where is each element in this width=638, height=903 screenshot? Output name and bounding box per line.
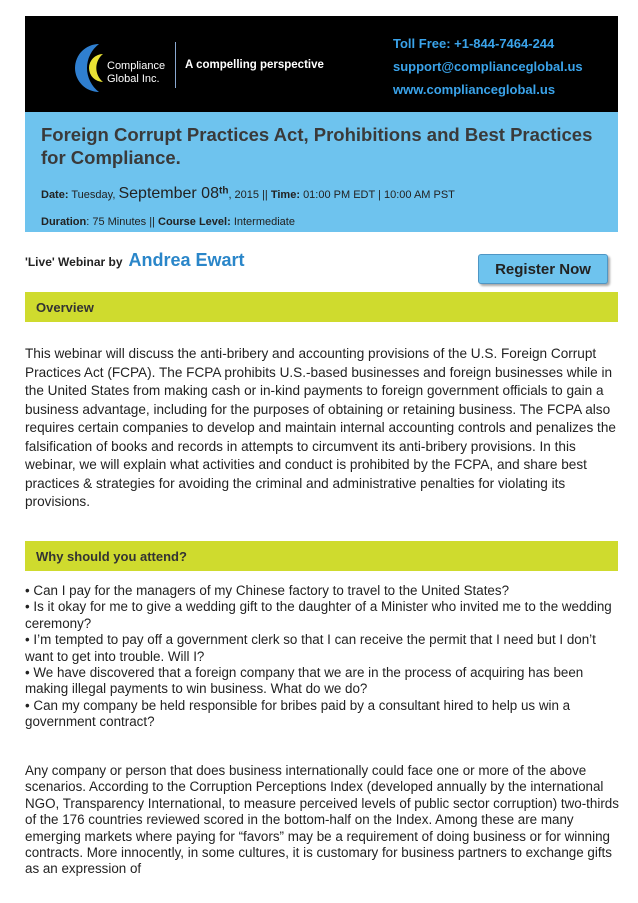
why-attend-heading-bar bbox=[25, 541, 618, 571]
why-attend-text: Any company or person that does business internationally could face one or more of the above scenarios. According to the Corruption Perceptions Index (developed annually by the international NGO, Transparency International, to measure perceived levels of public sector corruption) two-thirds of the 176 countries reviewed scored in the bottom-half on the Index. Among these are many emerging markets where paying for “favors” may be a requirement of doing business or for winning contracts. More innocently, in some cultures, it is customary for business partners to exchange gifts as an expression of bbox=[25, 763, 619, 877]
date-suffix: th bbox=[218, 185, 229, 197]
time-value: 01:00 PM EDT | 10:00 AM PST bbox=[303, 189, 455, 201]
why-attend-bullets bbox=[25, 583, 625, 731]
bullet-item: • Can I pay for the managers of my Chinese factory to travel to the United States? bbox=[25, 583, 510, 598]
duration-value: : 75 Minutes || bbox=[86, 216, 155, 228]
speaker-name: Andrea Ewart bbox=[128, 250, 245, 270]
bullet-item: • Can my company be held responsible for bribes paid by a consultant hired to help us win a government contract? bbox=[25, 697, 571, 730]
date-main: September 08 bbox=[118, 185, 219, 202]
company-name-line2: Global Inc. bbox=[107, 73, 160, 85]
tagline: A compelling perspective bbox=[185, 59, 324, 71]
event-title: Foreign Corrupt Practices Act, Prohibitions and Best Practices for Compliance. bbox=[41, 124, 593, 168]
date-year: , 2015 || bbox=[228, 189, 268, 201]
date-label: Date: bbox=[41, 189, 69, 201]
overview-text: This webinar will discuss the anti-bribery and accounting provisions of the U.S. Foreign Corrupt Practices Act (FCPA). The FCPA prohibits U.S.-based businesses and foreign businesses while in the United States from making cash or in-kind payments to foreign government officials to gain a business advantage, including for the purposes of obtaining or retaining business. The FCPA also requires certain companies to develop and maintain internal accounting controls and penalizes the falsification of books and records in attempts to circumvent its anti-bribery provisions. In this webinar, we will explain what activities and conduct is prohibited by the FCPA, and share best practices & strategies for avoiding the criminal and administrative penalties for violating its provisions. bbox=[25, 346, 616, 509]
website-link[interactable]: www.complianceglobal.us bbox=[393, 82, 556, 97]
company-name bbox=[107, 60, 165, 86]
support-email-link[interactable]: support@complianceglobal.us bbox=[393, 59, 583, 74]
register-now-button[interactable]: Register Now bbox=[478, 254, 608, 284]
overview-heading-bar bbox=[25, 292, 618, 322]
level-label: Course Level: bbox=[158, 216, 231, 228]
webinar-line bbox=[25, 250, 245, 271]
level-value: Intermediate bbox=[233, 216, 295, 228]
overview-heading: Overview bbox=[36, 300, 94, 315]
time-label: Time: bbox=[270, 189, 300, 201]
company-name-line1: Compliance bbox=[107, 60, 166, 72]
toll-free: Toll Free: +1-844-7464-244 bbox=[393, 36, 555, 51]
why-attend-heading: Why should you attend? bbox=[36, 549, 187, 564]
duration-label: Duration bbox=[41, 216, 87, 228]
header-divider bbox=[175, 42, 176, 88]
date-day: Tuesday, bbox=[71, 189, 116, 201]
webinar-prefix: 'Live' Webinar by bbox=[25, 255, 123, 269]
bullet-item: • I’m tempted to pay off a government clerk so that I can receive the permit that I need but I don’t want to get into trouble. Will I? bbox=[25, 632, 596, 664]
bullet-item: • Is it okay for me to give a wedding gift to the daughter of a Minister who invited me to the wedding ceremony? bbox=[25, 599, 612, 631]
event-date-line bbox=[41, 185, 455, 203]
header-banner bbox=[25, 16, 618, 112]
event-title-box bbox=[25, 112, 618, 232]
event-duration-line bbox=[41, 216, 295, 228]
bullet-item: • We have discovered that a foreign company that we are in the process of acquiring has been making illegal payments to win business. What do we do? bbox=[25, 665, 584, 697]
